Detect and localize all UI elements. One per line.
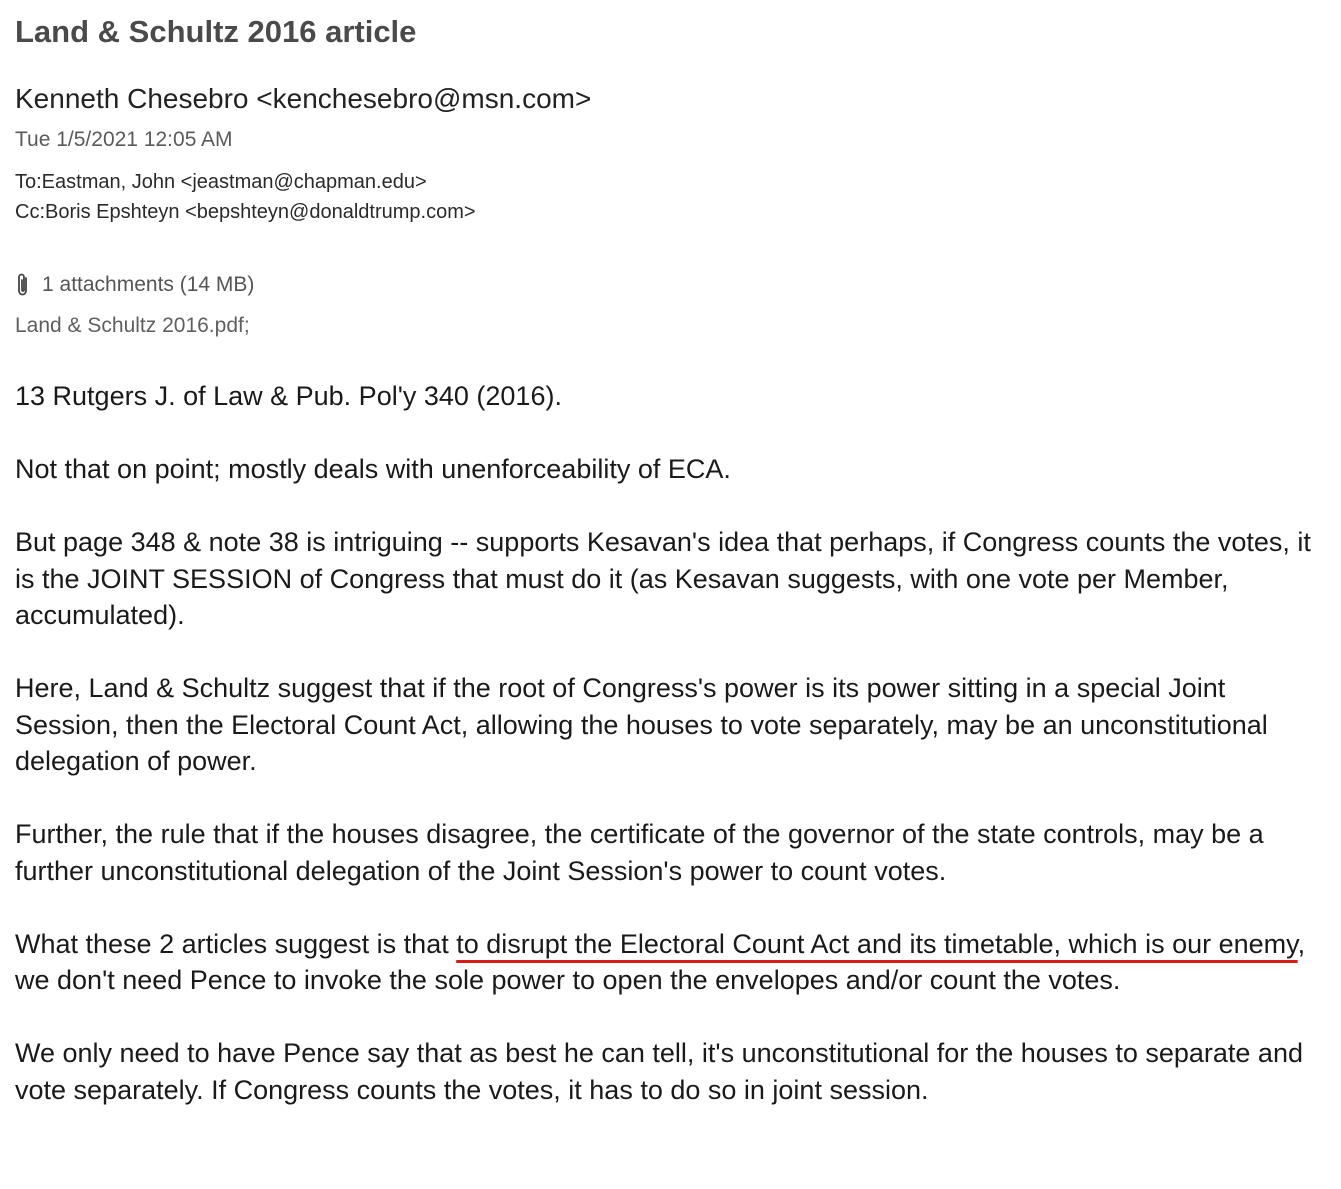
attachments-summary[interactable]: [15, 272, 254, 298]
cc-recipients[interactable]: Cc:Boris Epshteyn <bepshteyn@donaldtrump.com>: [15, 201, 476, 223]
body-paragraph-7: We only need to have Pence say that as best he can tell, it's unconstitutional for the houses to separate and vote separately. If Congress counts the votes, it has to do so in joint session.: [15, 1038, 1303, 1105]
email-sender[interactable]: Kenneth Chesebro <kenchesebro@msn.com>: [15, 83, 592, 114]
body-paragraph-3: But page 348 & note 38 is intriguing -- supports Kesavan's idea that perhaps, if Congress counts the votes, it is the JOINT SESSION of Congress that must do it (as Kesavan suggests, with one vote per Member, accumulated).: [15, 527, 1311, 630]
body-paragraph-6: [15, 926, 1330, 999]
attachment-file-link[interactable]: Land & Schultz 2016.pdf;: [15, 314, 250, 337]
attachments-summary-label: 1 attachments (14 MB): [42, 273, 255, 296]
body-paragraph-6-end: , we don't need Pence to invoke the sole power to open the envelopes and/or count the votes.: [15, 928, 1306, 995]
body-paragraph-1: 13 Rutgers J. of Law & Pub. Pol'y 340 (2016).: [15, 381, 562, 411]
email-date: Tue 1/5/2021 12:05 AM: [15, 128, 233, 151]
body-paragraph-6-start: What these 2 articles suggest is that: [15, 928, 457, 959]
body-paragraph-2: Not that on point; mostly deals with unenforceability of ECA.: [15, 454, 731, 484]
paperclip-icon: [15, 272, 31, 298]
email-subject: Land & Schultz 2016 article: [15, 14, 417, 49]
body-paragraph-4: Here, Land & Schultz suggest that if the root of Congress's power is its power sitting in a special Joint Session, then the Electoral Count Act, allowing the houses to vote separately, may be an unconstitutional delegation of power.: [15, 673, 1268, 776]
underlined-passage: to disrupt the Electoral Count Act and its timetable, which is our enemy: [456, 928, 1298, 959]
body-paragraph-5: Further, the rule that if the houses disagree, the certificate of the governor of the state controls, may be a further unconstitutional delegation of the Joint Session's power to count votes.: [15, 819, 1264, 886]
email-body: [15, 378, 1330, 1145]
to-recipients[interactable]: To:Eastman, John <jeastman@chapman.edu>: [15, 171, 427, 193]
